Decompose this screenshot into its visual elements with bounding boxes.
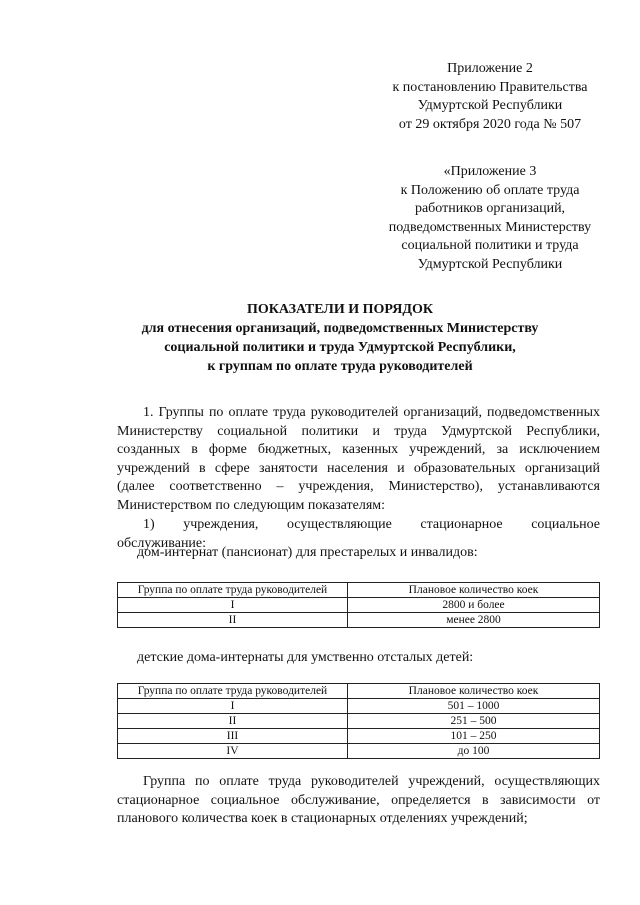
appendix-line: Удмуртской Республики (417, 98, 563, 113)
cell-beds: 2800 и более (348, 598, 600, 613)
appendix-line: социальной политики и труда (401, 238, 579, 253)
cell-beds: менее 2800 (348, 613, 600, 628)
appendix-line: к постановлению Правительства (392, 79, 588, 95)
cell-group: I (118, 598, 348, 613)
header-beds: Плановое количество коек (348, 583, 600, 598)
cell-group: I (118, 699, 348, 714)
item-1-line: обслуживание: (117, 535, 207, 551)
table-header-row (118, 583, 600, 598)
cell-beds: 501 – 1000 (348, 699, 600, 714)
title-heading: ПОКАЗАТЕЛИ И ПОРЯДОК (246, 302, 434, 317)
title-subline: для отнесения организаций, подведомственных Министерству (141, 321, 539, 336)
title-subline: к группам по оплате труда руководителей (207, 359, 473, 374)
table-children (117, 683, 600, 759)
appendix-line: «Приложение 3 (443, 164, 537, 179)
appendix-line: работников организаций, (414, 201, 566, 216)
cell-group: IV (118, 744, 348, 759)
cell-beds: до 100 (348, 744, 600, 759)
cell-beds: 101 – 250 (348, 729, 600, 744)
table-row (118, 613, 600, 628)
internat-label: дом-интернат (пансионат) для престарелых и инвалидов: (137, 545, 478, 560)
table-row (118, 729, 600, 744)
final-paragraph: Группа по оплате труда руководителей учреждений, осуществляющих стационарное социальное обслуживание, определяется в зависимости от планового количества коек в стационарных отделениях учреждений; (117, 774, 600, 827)
document-title (80, 300, 600, 376)
table-row (118, 598, 600, 613)
cell-group: II (118, 613, 348, 628)
appendix-secondary (380, 163, 600, 274)
header-beds: Плановое количество коек (348, 684, 600, 699)
appendix-line: подведомственных Министерству (388, 219, 592, 235)
appendix-line: Приложение 2 (447, 61, 533, 76)
table-internat (117, 582, 600, 628)
table-row (118, 744, 600, 759)
table-row (118, 714, 600, 729)
title-subline: социальной политики и труда Удмуртской Республики, (164, 340, 516, 355)
cell-group: III (118, 729, 348, 744)
header-group: Группа по оплате труда руководителей (118, 684, 348, 699)
appendix-line: Удмуртской Республики (417, 256, 563, 272)
item-1-line: 1) учреждения, осуществляющие стационарное социальное (143, 517, 600, 532)
children-label: детские дома-интернаты для умственно отсталых детей: (137, 650, 474, 665)
header-group: Группа по оплате труда руководителей (118, 583, 348, 598)
cell-beds: 251 – 500 (348, 714, 600, 729)
paragraph-1: 1. Группы по оплате труда руководителей организаций, подведомственных Министерству социальной политики и труда Удмуртской Республики, созданных в форме бюджетных, казенных учреждений, за исключением учреждений в сфере занятости населения и образовательных организаций (далее соответственно – учреждения, Министерство), устанавливаются Министерством по следующим показателям: (117, 405, 600, 513)
appendix-line: от 29 октября 2020 года № 507 (398, 116, 582, 132)
table-row (118, 699, 600, 714)
appendix-header (380, 60, 600, 134)
table-header-row (118, 684, 600, 699)
cell-group: II (118, 714, 348, 729)
appendix-line: к Положению об оплате труда (400, 182, 580, 198)
